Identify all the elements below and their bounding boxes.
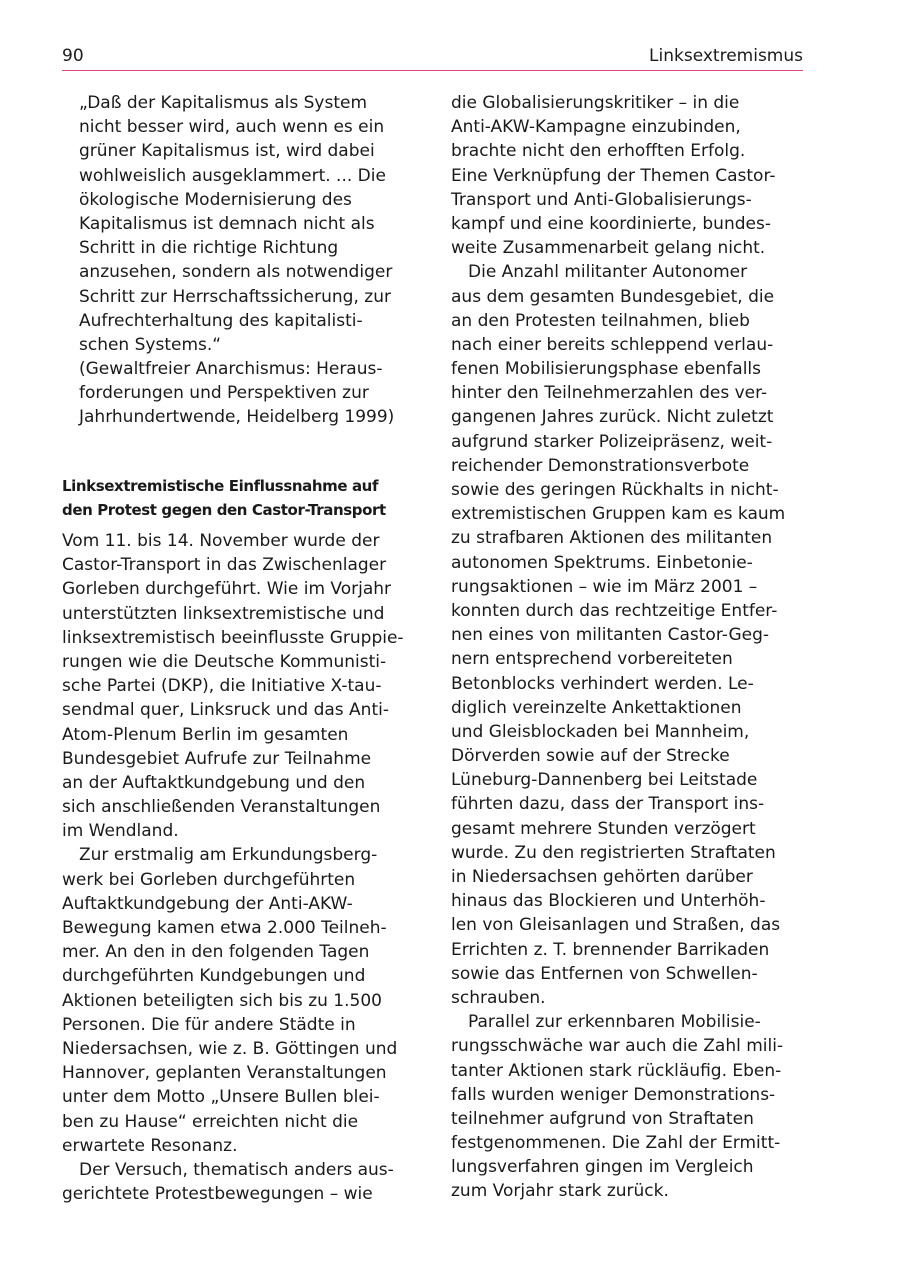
quote-line: Schritt in die richtige Richtung (79, 238, 339, 259)
text-line: Die Anzahl militanter Autonomer (468, 262, 748, 283)
paragraph (451, 260, 807, 1010)
paragraph (62, 843, 418, 1157)
text-line: autonomen Spektrums. Einbetonie- (451, 552, 753, 573)
text-line: extremistischen Gruppen kam es kaum (451, 504, 786, 525)
text-line: len von Gleisanlagen und Straßen, das (451, 915, 781, 936)
text-line: werk bei Gorleben durchgeführten (62, 869, 356, 890)
text-line: fenen Mobilisierungsphase ebenfalls (451, 359, 762, 380)
text-line: sche Partei (DKP), die Initiative X-tau- (62, 676, 382, 697)
text-line: lungsverfahren gingen im Vergleich (451, 1157, 754, 1178)
text-line: zum Vorjahr stark zurück. (451, 1181, 669, 1202)
quote-source-line: (Gewaltfreier Anarchismus: Heraus- (79, 359, 383, 380)
text-line: aufgrund starker Polizeipräsenz, weit- (451, 431, 773, 452)
paragraph (451, 91, 807, 260)
quote-line: Schritt zur Herrschaftssicherung, zur (79, 286, 391, 307)
text-line: Bundesgebiet Aufrufe zur Teilnahme (62, 748, 372, 769)
text-line: Eine Verknüpfung der Themen Castor- (451, 165, 776, 186)
text-line: Zur erstmalig am Erkundungsberg- (79, 845, 378, 866)
text-line: rungsaktionen – wie im März 2001 – (451, 576, 758, 597)
text-line: in Niedersachsen gehörten darüber (451, 867, 753, 887)
spacer (62, 522, 418, 529)
text-line: unter dem Motto „Unsere Bullen blei- (62, 1087, 380, 1108)
right-column (451, 91, 807, 1204)
text-line: Niedersachsen, wie z. B. Göttingen und (62, 1038, 398, 1059)
text-line: tanter Aktionen stark rückläufig. Eben- (451, 1060, 782, 1081)
paragraph (451, 1010, 807, 1204)
text-line: Errichten z. T. brennender Barrikaden (451, 939, 770, 960)
text-line: linksextremistisch beeinflusste Gruppie- (62, 627, 404, 648)
text-line: unterstützten linksextremistische und (62, 603, 385, 624)
text-line: Atom-Plenum Berlin im gesamten (62, 724, 349, 745)
text-line: rungen wie die Deutsche Kommunisti- (62, 651, 387, 672)
text-line: Dörverden sowie auf der Strecke (451, 746, 730, 767)
paragraph (62, 1158, 418, 1206)
quote-line: grüner Kapitalismus ist, wird dabei (79, 141, 375, 162)
text-line: aus dem gesamten Bundesgebiet, die (451, 286, 775, 307)
text-line: Betonblocks verhindert werden. Le- (451, 673, 754, 694)
text-line: mer. An den in den folgenden Tagen (62, 942, 370, 963)
text-line: führten dazu, dass der Transport ins- (451, 794, 765, 815)
quote-block (62, 91, 418, 430)
quote-line: Aufrechterhaltung des kapitalisti- (79, 310, 363, 331)
text-line: nen eines von militanten Castor-Geg- (451, 625, 770, 646)
text-line: Aktionen beteiligten sich bis zu 1.500 (62, 990, 382, 1011)
page-number: 90 (62, 46, 84, 66)
left-column (62, 91, 418, 1206)
text-line: gesamt mehrere Stunden verzögert (451, 818, 756, 839)
quote-line: Kapitalismus ist demnach nicht als (79, 213, 375, 234)
text-line: ben zu Hause“ erreichten nicht die (62, 1111, 359, 1132)
running-title: Linksextremismus (649, 46, 803, 66)
text-line: hinter den Teilnehmerzahlen des ver- (451, 383, 768, 404)
text-line: Bewegung kamen etwa 2.000 Teilneh- (62, 918, 387, 938)
text-line: schrauben. (451, 987, 546, 1008)
text-line: nern entsprechend vorbereiteten (451, 649, 733, 670)
text-line: an den Protesten teilnahmen, blieb (451, 310, 750, 331)
text-line: gerichtete Protestbewegungen – wie (62, 1184, 373, 1205)
text-line: konnten durch das rechtzeitige Entfer- (451, 600, 778, 621)
text-line: Transport und Anti-Globalisierungs- (451, 189, 752, 210)
heading-line: den Protest gegen den Castor-Transport (62, 500, 386, 519)
paragraph (62, 529, 418, 843)
text-line: sendmal quer, Linksruck und das Anti- (62, 700, 389, 721)
spacer (62, 430, 418, 474)
text-line: zu strafbaren Aktionen des militanten (451, 528, 773, 549)
text-line: Anti-AKW-Kampagne einzubinden, (451, 117, 741, 138)
quote-line: „Daß der Kapitalismus als System (79, 93, 368, 113)
text-line: Personen. Die für andere Städte in (62, 1014, 356, 1035)
quote-source-line: Jahrhundertwende, Heidelberg 1999) (79, 407, 395, 428)
text-line: durchgeführten Kundgebungen und (62, 966, 366, 987)
quote-line: anzusehen, sondern als notwendiger (79, 262, 393, 283)
text-line: im Wendland. (62, 821, 179, 842)
text-line: und Gleisblockaden bei Mannheim, (451, 721, 750, 742)
text-line: wurde. Zu den registrierten Straftaten (451, 842, 776, 863)
heading-line: Linksextremistische Einflussnahme auf (62, 476, 379, 495)
text-line: diglich vereinzelte Ankettaktionen (451, 697, 742, 718)
text-line: sich anschließenden Veranstaltungen (62, 797, 381, 818)
text-line: nach einer bereits schleppend verlau- (451, 334, 774, 355)
text-line: Der Versuch, thematisch anders aus- (79, 1159, 394, 1180)
section-heading (62, 474, 418, 522)
text-line: Vom 11. bis 14. November wurde der (62, 531, 380, 551)
text-line: Hannover, geplanten Veranstaltungen (62, 1063, 387, 1084)
quote-line: ökologische Modernisierung des (79, 189, 352, 210)
text-line: kampf und eine koordinierte, bundes- (451, 213, 771, 234)
text-line: hinaus das Blockieren und Unterhöh- (451, 891, 766, 912)
text-line: festgenommenen. Die Zahl der Ermitt- (451, 1133, 781, 1154)
text-line: sowie des geringen Rückhalts in nicht- (451, 480, 779, 500)
text-line: reichender Demonstrationsverbote (451, 455, 750, 476)
quote-line: nicht besser wird, auch wenn es ein (79, 117, 385, 138)
quote-line: wohlweislich ausgeklammert. ... Die (79, 165, 386, 186)
text-line: brachte nicht den erhofften Erfolg. (451, 141, 746, 162)
text-line: rungsschwäche war auch die Zahl mili- (451, 1036, 784, 1057)
text-line: falls wurden weniger Demonstrations- (451, 1084, 776, 1105)
text-line: Gorleben durchgeführt. Wie im Vorjahr (62, 579, 392, 600)
quote-line: schen Systems.“ (79, 334, 222, 355)
text-line: Lüneburg-Dannenberg bei Leitstade (451, 770, 758, 791)
text-line: erwartete Resonanz. (62, 1135, 238, 1156)
text-line: an der Auftaktkundgebung und den (62, 772, 366, 793)
text-line: Castor-Transport in das Zwischenlager (62, 555, 387, 576)
text-line: weite Zusammenarbeit gelang nicht. (451, 238, 766, 259)
quote-source-line: forderungen und Perspektiven zur (79, 383, 369, 404)
text-line: Parallel zur erkennbaren Mobilisie- (468, 1012, 761, 1033)
text-line: gangenen Jahres zurück. Nicht zuletzt (451, 407, 774, 428)
text-line: sowie das Entfernen von Schwellen- (451, 963, 758, 984)
text-line: die Globalisierungskritiker – in die (451, 93, 740, 113)
page-header (62, 44, 803, 71)
text-line: teilnehmer aufgrund von Straftaten (451, 1108, 754, 1129)
text-line: Auftaktkundgebung der Anti-AKW- (62, 893, 353, 914)
